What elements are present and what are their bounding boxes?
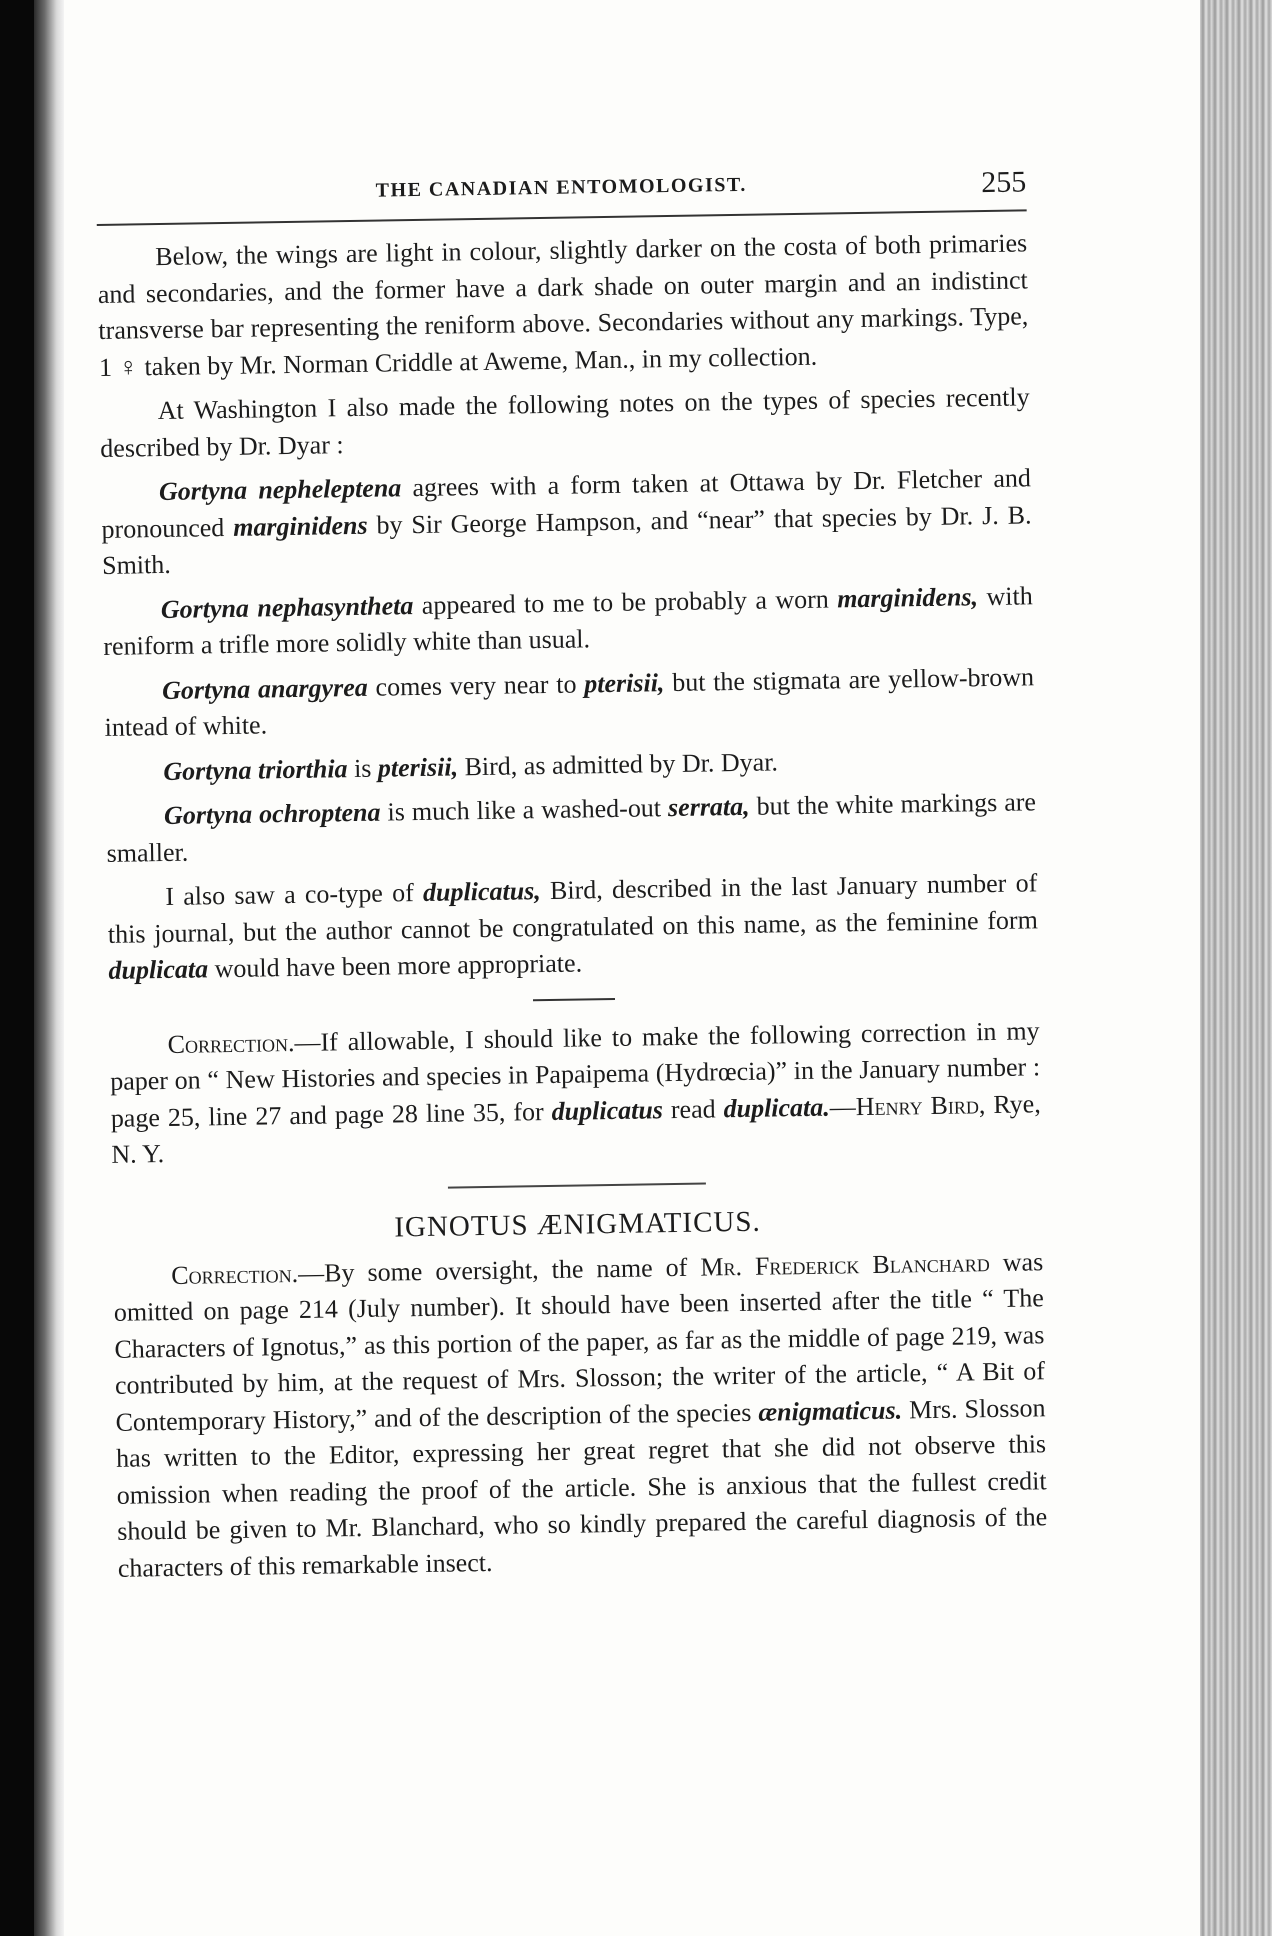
paragraph-text: Mrs. Slosson has written to the Editor, expressing her great regret that she did not observe this omission when reading the proof of the article. She is anxious that the fullest credit should be given to Mr. Blanchard, who so kindly prepared the careful diagnosis of the characters of this remarkable insect.: [115, 1392, 1048, 1583]
species-name: marginidens: [232, 510, 368, 542]
correction-label: Correction.: [167, 1027, 295, 1059]
species-name: duplicata.: [723, 1092, 830, 1123]
paragraph-text: read: [662, 1093, 724, 1124]
paragraph-text: —If allowable, I should like to make the following correction in my paper on “ New Histories and species in Papaipema (Hydrœcia)” in the January number : page 25, line 27 and page 28 line 35, for: [109, 1015, 1041, 1133]
paragraph-nepheleptena: [101, 460, 1033, 584]
person-name: Mr. Frederick Blanchard: [700, 1247, 990, 1282]
species-name: Gortyna ochroptena: [163, 797, 381, 831]
section-divider-short: [533, 997, 615, 1000]
book-page: [64, 0, 1200, 1936]
correction-label: Correction.: [171, 1258, 299, 1290]
species-name: ænigmaticus.: [758, 1394, 903, 1427]
section-divider-long: [448, 1182, 706, 1188]
paragraph-text: but the white markings are smaller.: [106, 787, 1037, 868]
paragraph-duplicatus: [107, 865, 1039, 989]
species-name: duplicatus,: [422, 876, 542, 907]
paragraph-text: agrees with a form taken at Ottawa by Dr. Fletcher and pronounced: [101, 463, 1032, 544]
species-name: duplicatus: [551, 1094, 664, 1126]
paragraph-text: I also saw a co-type of: [165, 877, 424, 911]
running-head: THE CANADIAN ENTOMOLOGIST.: [375, 173, 747, 202]
correction-blanchard: [113, 1244, 1048, 1587]
author-signature: —Henry Bird,: [829, 1089, 986, 1122]
page-stack-edge: [1200, 0, 1272, 1936]
paragraph-text: by Sir George Hampson, and “near” that species by Dr. J. B. Smith.: [101, 499, 1032, 580]
paragraph-text: would have been more appropriate.: [207, 948, 583, 984]
page-content: [96, 161, 1048, 1586]
paragraph-text: with reniform a trifle more solidly white than usual.: [103, 580, 1033, 661]
paragraph-text: but the stigmata are yellow-brown intead of white.: [104, 661, 1035, 742]
species-name: Gortyna anargyrea: [161, 672, 368, 705]
paragraph-text: Bird, as admitted by Dr. Dyar.: [457, 746, 779, 781]
section-title: IGNOTUS ÆNIGMATICUS.: [394, 1205, 761, 1243]
paragraph-text: is: [347, 753, 379, 783]
species-name: Gortyna triorthia: [163, 753, 348, 786]
paragraph-text: Bird, described in the last January number of this journal, but the author cannot be congratulated on this name, as the feminine form: [107, 868, 1039, 949]
book-spine-shadow: [34, 0, 64, 1936]
paragraph-washington-notes: At Washington I also made the following notes on the types of species recently described by Dr. Dyar :: [100, 382, 1030, 463]
author-place: Rye, N. Y.: [111, 1088, 1041, 1169]
scan-border-left: [0, 0, 34, 1936]
species-name: Gortyna nephasyntheta: [160, 590, 414, 624]
paragraph-text: comes very near to: [367, 668, 585, 702]
paragraph-wings-below: Below, the wings are light in colour, slightly darker on the costa of both primaries and secondaries, and the former have a dark shade on outer margin and an indistinct transverse bar representing the reniform above. Secondaries without any markings. Type, 1 ♀ taken by Mr. Norman Criddle at Aweme, Man., in my collection.: [97, 228, 1029, 382]
species-name: pterisii,: [584, 667, 665, 698]
article-continuation: [97, 217, 1039, 989]
species-name: Gortyna nepheleptena: [158, 473, 402, 507]
paragraph-text: was omitted on page 214 (July number). It should have been inserted after the title “ The Characters of Ignotus,” as this portion of the paper, as far as the middle of page 219, was contributed by him, at the request of Mrs. Slosson; the writer of the article, “ A Bit of Contemporary History,” and of the description of the species: [113, 1246, 1046, 1437]
species-name: marginidens,: [836, 581, 979, 613]
paragraph-text: —By some oversight, the name of: [297, 1252, 701, 1288]
paragraph-text: appeared to me to be probably a worn: [413, 583, 838, 620]
correction-bird: [109, 1013, 1041, 1174]
species-name: duplicata: [108, 954, 209, 985]
paragraph-text: is much like a washed-out: [380, 793, 669, 827]
page-number: 255: [980, 165, 1027, 200]
species-name: serrata,: [667, 791, 750, 823]
species-name: pterisii,: [377, 751, 459, 783]
